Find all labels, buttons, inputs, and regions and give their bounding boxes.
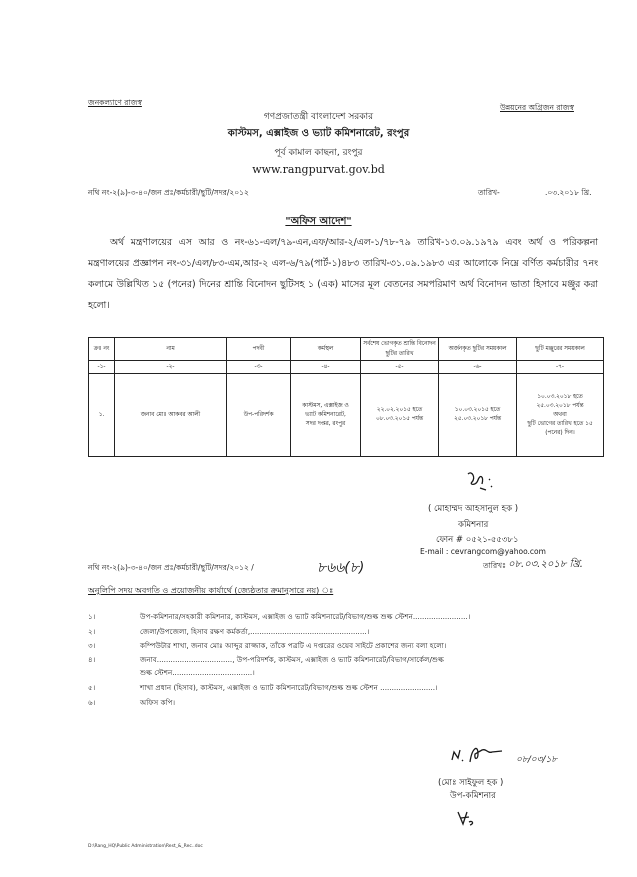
granted-line: ছুটি ভোগের তারিখ হতে ১৫ — [527, 420, 593, 427]
workplace-line: সদর দপ্তর, রংপুর — [305, 420, 346, 427]
table-header-row — [89, 338, 604, 361]
copy-date-value: ০৮.০৩.২০১৮ খ্রি. — [508, 559, 583, 570]
cc-item-number: ৩। — [88, 641, 96, 650]
workplace-line: ভ্যাট কমিশনারেট, — [305, 411, 346, 418]
website-link[interactable]: www.rangpurvat.gov.bd — [252, 163, 385, 176]
commissioner-name: ( মোহাম্মদ আহসানুল হক ) — [428, 504, 519, 514]
deputy-commissioner-name: (মোঃ সাইফুল হক ) — [438, 778, 504, 788]
column-number: -৪- — [291, 361, 361, 374]
copy-date-label: তারিখঃ — [483, 561, 506, 570]
granted-line: ২৫.০৩.২০১৮ পর্যন্ত — [536, 402, 584, 409]
earned-line: ২৫.০৩.২০১৮ পর্যন্ত — [454, 416, 501, 422]
column-header: ছুটি মঞ্জুরের সময়কাল — [517, 338, 604, 361]
order-body: অর্থ মন্ত্রণালয়ের এস আর ও নং-৬১-এল/৭৯-এন,এফ/আর-২/এল-১/৭৮-৭৯ তারিখ-১৩.০৯.১৯৭৯ এবং অর্থ ও পরিকল্পনা মন্ত্রণালয়ের প্রজ্ঞাপন নং-৩১/এল/৮৩-এম,আর-২ এল-৬/৭৯(পার্ট-১)৪৮৩ তারিখ-৩১.০৯.১৯৮৩ এর আলোকে নিম্নে বর্ণিত কর্মচারীর ৭নং কলামে উল্লিখিত ১৫ (পনের) দিনের শ্রান্তি বিনোদন ছুটিসহ ১ (এক) মাসের মূল বেতনের সমপরিমাণ অর্থ বিনোদন ভাতা হিসাবে মঞ্জুর করা হলো। — [88, 237, 598, 311]
cc-item-text: কম্পিউটার শাখা, জনাব মোঃ আব্দুর রাজ্জাক, তাঁকে পত্রটি এ দপ্তরের ওয়েব সাইটে প্রকাশের জন্য বলা হলো। — [140, 641, 447, 650]
last-leave-line: ০৮.০৩.২০১৫ পর্যন্ত — [376, 416, 423, 422]
commissioner-phone: ফোন # ০৫২১-৫৫৩৮১ — [436, 535, 519, 545]
cc-item-number: ১। — [88, 612, 96, 621]
copy-file-number: নথি নং-২(৯)-৩-৪০/জন প্রঃ/কর্মচারী/ছুটি/সদর/২০১২ / — [88, 563, 254, 572]
office-address: পূর্ব কামাল কাছনা, রংপুর — [274, 148, 363, 158]
cc-item-text: শুল্ক স্টেশন...................................। — [140, 668, 255, 677]
column-header: অর্জনকৃত ছুটির সময়কাল — [439, 338, 517, 361]
row-granted-period — [517, 374, 604, 457]
column-number: -২- — [115, 361, 227, 374]
row-workplace — [291, 374, 361, 457]
earned-line: ১০.০৩.২০১৫ হতে — [454, 407, 501, 413]
cc-item-number: ২। — [88, 627, 96, 636]
deputy-commissioner-signature — [448, 742, 508, 768]
cc-item-text: শাখা প্রধান (হিসাব), কাস্টমস, এক্সাইজ ও ভ্যাট কমিশনারেট/বিভাগ/শুল্ক শুল্ক স্টেশন ........................। — [140, 683, 438, 692]
cc-item-text: জনাব................................., উপ-পরিদর্শক, কাস্টমস, এক্সাইজ ও ভ্যাট কমিশনারেট/বিভাগ/সার্কেল/শুল্ক — [140, 655, 444, 664]
office-name: কাস্টমস, এক্সাইজ ও ভ্যাট কমিশনারেট, রংপুর — [227, 128, 410, 139]
handwritten-memo-number: ৮৬৬(৮) — [317, 560, 365, 576]
cc-item-text: উপ-কমিশনার/সহকারী কমিশনার, কাস্টমস, এক্সাইজ ও ভ্যাট কমিশনারেট/বিভাগ/শুল্ক শুল্ক স্টেশন........................। — [140, 612, 471, 621]
column-number: -৭- — [517, 361, 604, 374]
granted-line: অথবা — [553, 411, 567, 418]
cc-item-number: ৬। — [88, 698, 96, 707]
row-earned-period — [439, 374, 517, 457]
workplace-line: কাস্টমস, এক্সাইজ ও — [302, 402, 349, 409]
column-number-row — [89, 361, 604, 374]
commissioner-email[interactable]: E-mail : cevrangcom@yahoo.com — [420, 547, 546, 556]
cc-item-number: ৫। — [88, 683, 96, 692]
commissioner-designation: কমিশনার — [458, 520, 489, 530]
slogan-right: উন্নয়নের অগ্রিজন রাজস্ব — [500, 103, 574, 112]
row-name: জনাব মোঃ আকবর আলী — [115, 374, 227, 457]
column-number: -৬- — [439, 361, 517, 374]
leave-table — [88, 337, 604, 457]
cc-item-number: ৪। — [88, 655, 96, 664]
date-label: তারিখ- — [478, 188, 500, 197]
row-serial: ১. — [89, 374, 115, 457]
last-leave-line: ২২.০২.২০১৫ হতে — [376, 407, 423, 413]
column-header: নাম — [115, 338, 227, 361]
granted-line: ১০.০৩.২০১৮ হতে — [537, 393, 583, 400]
initials-mark — [455, 808, 477, 828]
column-header: পদবী — [227, 338, 291, 361]
row-designation: উপ-পরিদর্শক — [227, 374, 291, 457]
granted-line: (পনের) দিন। — [545, 429, 575, 436]
column-number: -৩- — [227, 361, 291, 374]
government-name: গণপ্রজাতন্ত্রী বাংলাদেশ সরকার — [263, 112, 374, 122]
column-number: -১- — [89, 361, 115, 374]
order-title: "অফিস আদেশ" — [285, 216, 352, 227]
slogan-left: জনকল্যাণে রাজস্ব — [88, 98, 142, 107]
deputy-handwritten-date: ০৮/০৩/১৮ — [516, 755, 558, 765]
column-header: সর্বশেষ ভোগকৃত শ্রান্তি বিনোদন ছুটির তারিখ — [361, 338, 439, 361]
cc-item-text: অফিস কপি। — [140, 698, 176, 707]
footer-file-path: D:\Rang_HQ\Public Administration\Rest_&_Rec..doc — [88, 844, 203, 849]
commissioner-signature — [462, 470, 502, 496]
deputy-commissioner-designation: উপ-কমিশনার — [450, 791, 496, 801]
cc-heading: অনুলিপি সদয় অবগতি ও প্রয়োজনীয় কার্যার্থে (জ্যেষ্ঠতার ক্রমানুসারে নয়) ঃ — [88, 586, 334, 595]
cc-item-text: জেলা/উপজেলা, হিসাব রক্ষণ কর্মকর্তা,...................................................। — [140, 627, 370, 636]
date-value: .০৩.২০১৮ খ্রি. — [545, 188, 592, 197]
column-number: -৫- — [361, 361, 439, 374]
column-header: ক্রঃ নং — [89, 338, 115, 361]
file-number: নথি নং-২(৯)-৩-৪০/জন প্রঃ/কর্মচারী/ছুটি/সদর/২০১২ — [88, 188, 249, 197]
table-row — [89, 374, 604, 457]
column-header: কর্মস্থল — [291, 338, 361, 361]
row-last-leave — [361, 374, 439, 457]
